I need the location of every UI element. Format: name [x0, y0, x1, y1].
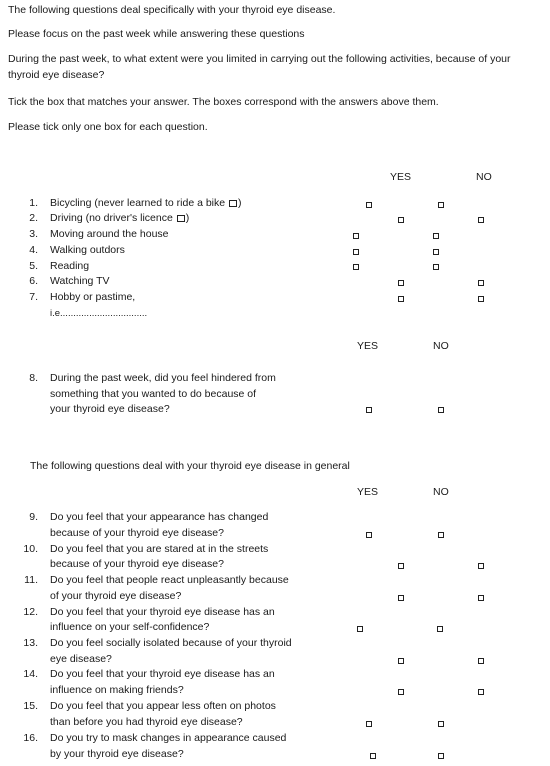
intro-line-5: Please tick only one box for each question. — [8, 121, 208, 133]
q2-option-1[interactable] — [398, 217, 404, 223]
q13-option-2[interactable] — [478, 658, 484, 664]
q14-number: 14. — [23, 668, 38, 680]
q10-option-2[interactable] — [478, 563, 484, 569]
q6-text: Watching TV — [50, 275, 110, 287]
q6-option-2[interactable] — [478, 280, 484, 286]
q16-number: 16. — [23, 732, 38, 744]
q9-option-1[interactable] — [366, 532, 372, 538]
q9-option-2[interactable] — [438, 532, 444, 538]
q2-number: 2. — [29, 212, 38, 224]
q10-line-1: Do you feel that you are stared at in the streets — [50, 543, 269, 555]
q8-yes-checkbox[interactable] — [366, 407, 372, 413]
q13-line-2: eye disease? — [50, 653, 112, 665]
q14-line-2: influence on making friends? — [50, 684, 184, 696]
intro-line-2: Please focus on the past week while answering these questions — [8, 28, 305, 40]
q16-option-2[interactable] — [438, 753, 444, 759]
section2-yes-header: YES — [357, 340, 379, 352]
q11-line-2: of your thyroid eye disease? — [50, 590, 182, 602]
q1-text: Bicycling (never learned to ride a bike ) — [50, 197, 242, 209]
q11-line-1: Do you feel that people react unpleasantly because — [50, 574, 289, 586]
q11-option-2[interactable] — [478, 595, 484, 601]
q8-text-line-3: your thyroid eye disease? — [50, 403, 170, 415]
q7-text: Hobby or pastime, — [50, 291, 136, 303]
section3-heading: The following questions deal with your thyroid eye disease in general — [30, 460, 350, 472]
q5-text: Reading — [50, 260, 90, 272]
q9-line-1: Do you feel that your appearance has changed — [50, 511, 269, 523]
q8-number: 8. — [29, 372, 38, 384]
q16-option-1[interactable] — [370, 753, 376, 759]
q7-number: 7. — [29, 291, 38, 303]
q15-option-1[interactable] — [366, 721, 372, 727]
q8-no-checkbox[interactable] — [438, 407, 444, 413]
q12-option-2[interactable] — [437, 626, 443, 632]
q13-line-1: Do you feel socially isolated because of your thyroid — [50, 637, 292, 649]
q14-option-2[interactable] — [478, 689, 484, 695]
q12-option-1[interactable] — [357, 626, 363, 632]
section3-yes-header: YES — [357, 486, 379, 498]
q4-text: Walking outdors — [50, 244, 125, 256]
q11-option-1[interactable] — [398, 595, 404, 601]
q5-option-1[interactable] — [353, 264, 359, 270]
q1-option-1[interactable] — [366, 202, 372, 208]
q4-option-2[interactable] — [433, 249, 439, 255]
q13-option-1[interactable] — [398, 658, 404, 664]
q11-number: 11. — [24, 574, 38, 586]
q2-text: Driving (no driver's licence ) — [50, 212, 190, 224]
q15-number: 15. — [23, 700, 38, 712]
q15-line-2: than before you had thyroid eye disease? — [50, 716, 243, 728]
q5-number: 5. — [29, 260, 38, 272]
q16-line-2: by your thyroid eye disease? — [50, 748, 184, 760]
q4-number: 4. — [29, 244, 38, 256]
q1-option-2[interactable] — [438, 202, 444, 208]
q10-option-1[interactable] — [398, 563, 404, 569]
q13-number: 13. — [23, 637, 38, 649]
section2-no-header: NO — [433, 340, 449, 352]
q7-extra: i.e................................. — [50, 308, 148, 319]
section1-yes-header: YES — [390, 171, 412, 183]
q15-line-1: Do you feel that you appear less often on photos — [50, 700, 276, 712]
q10-line-2: because of your thyroid eye disease? — [50, 558, 224, 570]
q3-text: Moving around the house — [50, 228, 169, 240]
q1-number: 1. — [29, 197, 38, 209]
q6-number: 6. — [29, 275, 38, 287]
q5-option-2[interactable] — [433, 264, 439, 270]
q7-option-1[interactable] — [398, 296, 404, 302]
q10-number: 10. — [23, 543, 38, 555]
section1-no-header: NO — [476, 171, 492, 183]
q14-line-1: Do you feel that your thyroid eye disease has an — [50, 668, 275, 680]
intro-line-3a: During the past week, to what extent were you limited in carrying out the following activities, because of your — [8, 53, 511, 65]
q3-option-2[interactable] — [433, 233, 439, 239]
q15-option-2[interactable] — [438, 721, 444, 727]
q12-line-1: Do you feel that your thyroid eye disease has an — [50, 606, 275, 618]
q3-number: 3. — [29, 228, 38, 240]
q12-line-2: influence on your self-confidence? — [50, 621, 210, 633]
q9-number: 9. — [29, 511, 38, 523]
q7-option-2[interactable] — [478, 296, 484, 302]
q6-option-1[interactable] — [398, 280, 404, 286]
q14-option-1[interactable] — [398, 689, 404, 695]
q2-option-2[interactable] — [478, 217, 484, 223]
intro-line-4: Tick the box that matches your answer. The boxes correspond with the answers above them. — [8, 96, 439, 108]
q8-text-line-1: During the past week, did you feel hindered from — [50, 372, 276, 384]
intro-line-1: The following questions deal specifically with your thyroid eye disease. — [8, 4, 336, 16]
q8-text-line-2: something that you wanted to do because of — [50, 388, 257, 400]
section3-no-header: NO — [433, 486, 449, 498]
q12-number: 12. — [23, 606, 38, 618]
q4-option-1[interactable] — [353, 249, 359, 255]
q9-line-2: because of your thyroid eye disease? — [50, 527, 224, 539]
intro-line-3b: thyroid eye disease? — [8, 69, 105, 81]
q3-option-1[interactable] — [353, 233, 359, 239]
q16-line-1: Do you try to mask changes in appearance caused — [50, 732, 287, 744]
